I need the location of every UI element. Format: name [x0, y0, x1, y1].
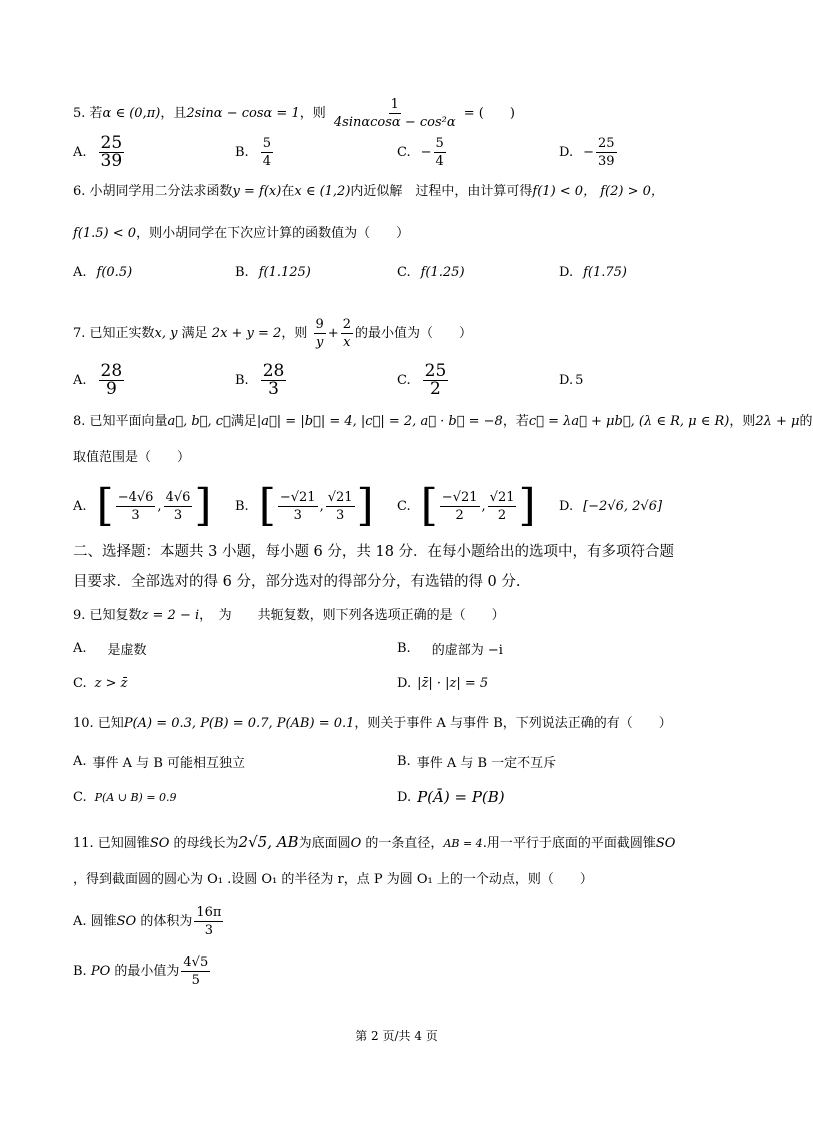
- q7-option-d: [559, 360, 583, 400]
- page-footer: 第 2 页/共 4 页: [355, 1029, 438, 1043]
- q5-frac-den: 4sinαcosα − cos²α: [333, 115, 456, 130]
- q11-so: SO: [149, 836, 170, 851]
- q7-plus: +: [327, 326, 339, 341]
- q9-a-text: 是虚数: [94, 642, 147, 658]
- q10-option-b: [397, 741, 556, 781]
- q6-a-label: A.: [73, 264, 87, 280]
- q10-probs: P(A) = 0.3, P(B) = 0.7, P(AB) = 0.1: [123, 716, 355, 731]
- q9-d-text: |z̄| · |z| = 5: [417, 675, 489, 691]
- q7-a-den: 9: [105, 378, 117, 399]
- q7-text-c: ，则: [281, 326, 308, 341]
- q7-a-frac: [99, 360, 125, 399]
- q7-a-label: A.: [73, 372, 87, 388]
- q6-text-b: 在: [281, 184, 295, 199]
- q7-condition: 2x + y = 2: [211, 326, 282, 341]
- q6-text-d: ，则小胡同学在下次应计算的函数值为（ ）: [136, 226, 410, 241]
- q7-text-d: 的最小值为（ ）: [354, 326, 472, 341]
- q7-f1-num: 9: [315, 317, 324, 332]
- q7-option-b: [235, 360, 288, 400]
- q8-c-lo: [440, 489, 480, 524]
- q5-frac-num: 1: [390, 97, 399, 112]
- q10-text-a: 10. 已知: [73, 716, 124, 731]
- q6-function: y = f(x): [232, 184, 282, 199]
- q7-d-text: 5: [575, 372, 584, 388]
- q8-option-a: A. [ $\frac{-4√6}{3}$ , $\frac{4√6}{3}$ ]: [73, 480, 212, 531]
- q5-prefix: 5. 若: [73, 106, 103, 121]
- q11-b-po: PO: [90, 964, 111, 979]
- q10-options-row-2: [73, 777, 723, 817]
- q8-c-lo-num: −√21: [441, 489, 478, 505]
- question-7-stem: [73, 316, 472, 352]
- q11-b-frac: [181, 954, 210, 989]
- q11-option-b: [73, 952, 212, 992]
- q8-option-b: B. [ $\frac{-√21}{3}$ , $\frac{√21}{3}$ ]: [235, 480, 374, 531]
- q5-condition-1: α ∈ (0,π): [102, 106, 161, 121]
- q7-b-label: B.: [235, 372, 249, 388]
- q9-text-a: 9. 已知复数: [73, 608, 142, 623]
- q6-option-d: [559, 252, 627, 292]
- q8-b-lo: [278, 489, 318, 524]
- question-9-stem: [73, 606, 505, 626]
- q9-b-label: B.: [397, 640, 411, 656]
- q8-condition-2: c⃗ = λa⃗ + μb⃗, (λ ∈ R, μ ∈ R): [528, 414, 730, 429]
- q11-o: O: [350, 836, 362, 851]
- q8-d-text: [−2√6, 2√6]: [583, 498, 663, 514]
- q6-domain: x ∈ (1,2): [294, 184, 351, 199]
- q9-d-label: D.: [397, 675, 412, 691]
- q11-b-label: B.: [73, 964, 87, 979]
- q8-a-hi: [164, 489, 193, 524]
- q8-option-c: C. [ $\frac{-√21}{2}$ , $\frac{√21}{2}$ ]: [397, 480, 536, 531]
- q10-option-a: [73, 741, 245, 781]
- q8-a-lo-den: 3: [131, 507, 140, 523]
- q8-b-lo-den: 3: [293, 507, 302, 523]
- q7-f1-den: y: [315, 335, 324, 350]
- q5-c-sign: −: [420, 144, 432, 160]
- question-6-line-1: [73, 182, 664, 202]
- q7-text-a: 7. 已知正实数: [73, 326, 155, 341]
- q8-options: [73, 480, 723, 531]
- q5-option-a: [73, 132, 126, 172]
- q7-f2-num: 2: [342, 317, 351, 332]
- q7-frac-2: [341, 316, 353, 351]
- q7-b-den: 3: [268, 378, 279, 399]
- q11-b-text: 的最小值为: [114, 964, 180, 979]
- section-2-heading-line-1: [73, 542, 674, 562]
- q9-a-label: A.: [73, 640, 87, 656]
- q9-text-b: ， 为 共轭复数，则下列各选项正确的是（ ）: [199, 608, 505, 623]
- q9-c-label: C.: [73, 675, 87, 691]
- q11-a-text-b: 的体积为: [140, 914, 193, 929]
- q9-z: z = 2 − i: [141, 608, 200, 623]
- q9-b-text: 的虚部为 −i: [418, 642, 503, 658]
- question-8-line-2: [73, 448, 190, 468]
- q7-a-num: 28: [100, 360, 123, 381]
- q8-text-c: ，若: [502, 414, 529, 429]
- q6-a-text: f(0.5): [96, 264, 133, 280]
- q8-c-hi-den: 2: [497, 507, 507, 523]
- q5-d-num: 25: [598, 135, 615, 151]
- q7-text-b: 满足: [181, 326, 208, 341]
- q6-option-a: [73, 252, 132, 292]
- q10-b-text: 事件 A 与 B 一定不互斥: [416, 755, 557, 771]
- q6-options: [73, 252, 723, 292]
- q5-a-den: 39: [100, 150, 123, 171]
- q8-b-hi: [326, 489, 355, 524]
- q11-text-b: 的母线长为: [173, 836, 239, 851]
- q5-b-frac: [261, 135, 273, 170]
- q11-a-text-a: A. 圆锥: [73, 914, 117, 929]
- q6-option-b: [235, 252, 311, 292]
- q8-b-lo-num: −√21: [279, 489, 316, 505]
- q5-option-b: [235, 132, 275, 172]
- q6-d-text: f(1.75): [583, 264, 627, 280]
- q6-b-text: f(1.125): [258, 264, 311, 280]
- q5-a-frac: [99, 132, 125, 171]
- q9-option-c: [73, 663, 127, 703]
- q10-a-text: 事件 A 与 B 可能相互独立: [92, 755, 246, 771]
- q9-option-a: [73, 628, 147, 668]
- q7-b-num: 28: [262, 360, 285, 381]
- question-11-line-1: [73, 832, 675, 854]
- question-8-line-1: [73, 412, 813, 432]
- q6-value-15: f(1.5) < 0: [73, 226, 137, 241]
- q8-b-hi-den: 3: [335, 507, 345, 523]
- q8-text-b: 满足: [230, 414, 257, 429]
- q8-c-hi-num: √21: [489, 489, 515, 505]
- q10-a-label: A.: [73, 753, 87, 769]
- q8-text-e: 的: [799, 414, 813, 429]
- q5-fraction: [332, 96, 458, 131]
- q11-option-a: [73, 902, 225, 942]
- q11-b-num: 4√5: [183, 955, 209, 970]
- q8-a-label: A.: [73, 498, 87, 514]
- question-6-line-2: [73, 224, 409, 244]
- q7-frac-1: [314, 316, 326, 351]
- q5-c-num: 5: [435, 135, 444, 151]
- q5-suffix: = ( ): [459, 106, 515, 121]
- q11-text-c: 为底面圆: [298, 836, 351, 851]
- q9-options-row-2: [73, 663, 723, 703]
- q8-c-label: C.: [397, 498, 411, 514]
- q11-text-e: .用一平行于底面的平面截圆锥: [482, 836, 656, 851]
- q11-text-d: 的一条直径，: [365, 836, 444, 851]
- q8-a-lo: [116, 489, 156, 524]
- q9-option-b: [397, 628, 503, 668]
- q8-condition: |a⃗| = |b⃗| = 4, |c⃗| = 2, a⃗ · b⃗ = −8: [256, 414, 503, 429]
- q8-b-hi-num: √21: [327, 489, 353, 505]
- q8-vectors: a⃗, b⃗, c⃗: [167, 414, 231, 429]
- q5-b-label: B.: [235, 144, 249, 160]
- section-2-heading-line-2: [73, 572, 521, 592]
- q7-c-frac: [423, 360, 449, 399]
- q7-f2-den: x: [343, 335, 351, 350]
- question-10-stem: [73, 714, 672, 734]
- q5-c-label: C.: [397, 144, 411, 160]
- q5-d-frac: [596, 135, 617, 170]
- q10-d-label: D.: [397, 789, 412, 805]
- question-5-stem: [73, 96, 515, 131]
- q9-options-row-1: [73, 628, 723, 668]
- q8-text-d: ，则: [729, 414, 756, 429]
- q11-text-f: ，得到截面圆的圆心为 O₁ .设圆 O₁ 的半径为 r，点 P 为圆 O₁ 上的一个动点，则（ ）: [73, 872, 593, 887]
- q7-d-label: D.: [559, 372, 574, 388]
- q10-text-b: ，则关于事件 A 与事件 B，下列说法正确的有（ ）: [354, 716, 672, 731]
- q10-d-text: P(Ā) = P(B): [417, 788, 505, 806]
- q11-a-frac: [194, 904, 223, 939]
- q6-c-label: C.: [397, 264, 411, 280]
- q11-length: 2√5, AB: [238, 833, 299, 851]
- q5-mid2: ，则: [299, 106, 326, 121]
- q7-option-c: [397, 360, 450, 400]
- q5-options: [73, 132, 723, 172]
- q8-text-a: 8. 已知平面向量: [73, 414, 168, 429]
- q7-c-label: C.: [397, 372, 411, 388]
- q8-text-f: 取值范围是（ ）: [73, 450, 191, 465]
- q11-so-2: SO: [655, 836, 676, 851]
- q8-expr: 2λ + μ: [755, 414, 800, 429]
- q8-a-hi-den: 3: [173, 507, 183, 523]
- q10-b-label: B.: [397, 753, 411, 769]
- q5-d-label: D.: [559, 144, 574, 160]
- q7-b-frac: [261, 360, 287, 399]
- q11-a-den: 3: [204, 923, 214, 938]
- section-2-text-1: 二、选择题：本题共 3 小题，每小题 6 分，共 18 分．在每小题给出的选项中，有多项符合题: [73, 544, 675, 560]
- q11-ab: AB = 4: [443, 837, 483, 850]
- q8-c-lo-den: 2: [455, 507, 464, 523]
- q5-mid: ，且: [160, 106, 187, 121]
- q7-c-den: 2: [430, 378, 441, 399]
- q7-option-a: [73, 360, 126, 400]
- q8-b-label: B.: [235, 498, 249, 514]
- q11-a-so: SO: [116, 914, 137, 929]
- q10-options-row-1: [73, 741, 723, 781]
- q11-text-a: 11. 已知圆锥: [73, 836, 150, 851]
- q7-options: [73, 360, 723, 400]
- q8-c-hi: [488, 489, 517, 524]
- q8-d-label: D.: [559, 498, 574, 514]
- q5-option-d: [559, 132, 619, 172]
- q5-c-den: 4: [435, 153, 444, 169]
- question-11-line-2: [73, 870, 593, 890]
- q5-c-frac: [434, 135, 446, 170]
- q6-text-a: 6. 小胡同学用二分法求函数: [73, 184, 233, 199]
- q8-a-lo-num: −4√6: [117, 489, 154, 505]
- q11-b-den: 5: [191, 973, 200, 988]
- q10-c-label: C.: [73, 789, 87, 805]
- q5-d-den: 39: [598, 153, 615, 169]
- q6-b-label: B.: [235, 264, 249, 280]
- q8-option-d: [559, 486, 662, 526]
- q5-option-c: [397, 132, 448, 172]
- q7-vars: x, y: [154, 326, 178, 341]
- q10-option-d: [397, 777, 505, 817]
- q5-a-label: A.: [73, 144, 87, 160]
- q6-text-c: 内近似解 过程中，由计算可得: [350, 184, 533, 199]
- q5-b-num: 5: [262, 135, 271, 151]
- q6-d-label: D.: [559, 264, 574, 280]
- q9-c-text: z > z̄: [94, 675, 128, 691]
- q9-option-d: [397, 663, 488, 703]
- q6-values: f(1) < 0， f(2) > 0，: [532, 184, 664, 199]
- q8-a-hi-num: 4√6: [165, 489, 191, 505]
- q10-option-c: [73, 777, 177, 817]
- q5-a-num: 25: [100, 132, 123, 153]
- q7-c-num: 25: [424, 360, 447, 381]
- q5-b-den: 4: [262, 153, 271, 169]
- q6-c-text: f(1.25): [420, 264, 465, 280]
- q5-d-sign: −: [583, 144, 594, 160]
- q6-option-c: [397, 252, 465, 292]
- q5-condition-2: 2sinα − cosα = 1: [186, 106, 300, 121]
- q11-a-num: 16π: [196, 905, 222, 920]
- q10-c-text: P(A ∪ B) = 0.9: [94, 790, 177, 804]
- section-2-text-2: 目要求．全部选对的得 6 分，部分选对的得部分分，有选错的得 0 分.: [73, 574, 521, 590]
